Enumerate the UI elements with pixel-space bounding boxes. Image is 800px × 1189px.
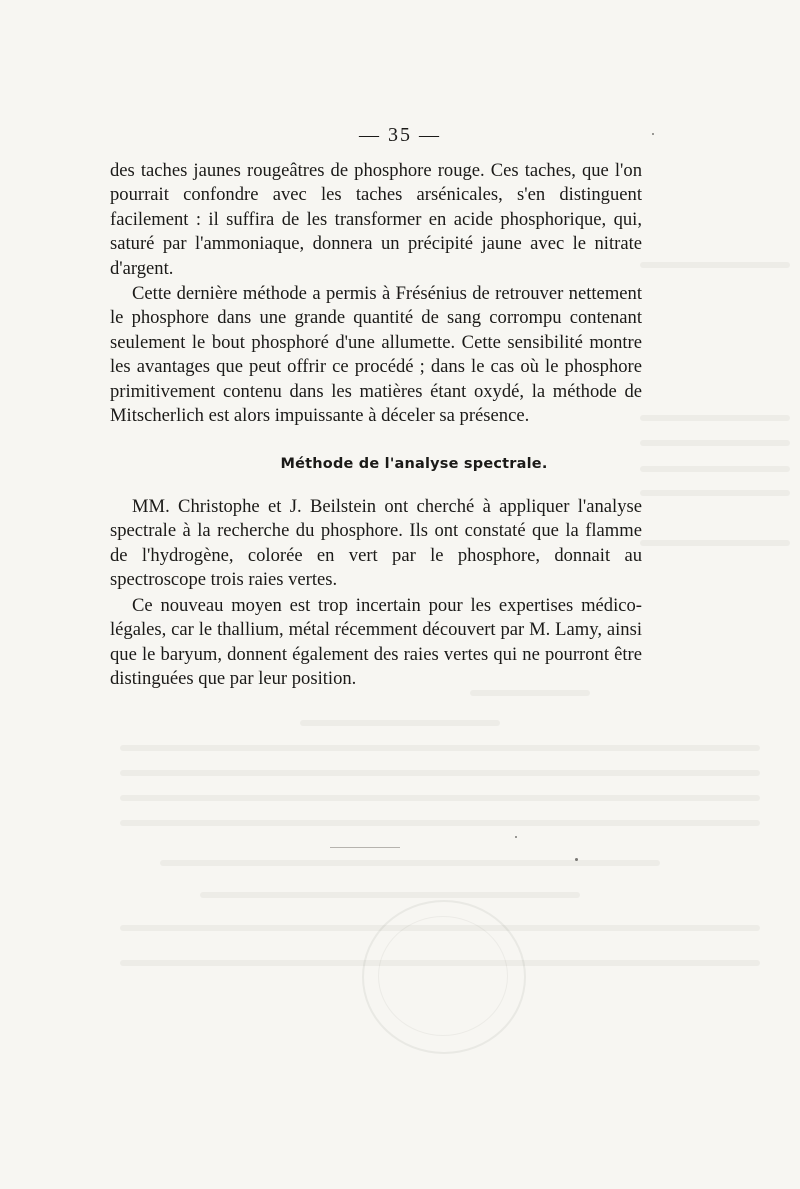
section-heading: Méthode de l'analyse spectrale. <box>280 456 548 472</box>
speck <box>515 836 517 838</box>
faint-stamp <box>362 900 526 1054</box>
page-number: — 35 — <box>359 124 441 146</box>
paragraph-4: Ce nouveau moyen est trop incertain pour les expertises médico-légales, car le thallium, métal récemment découvert par M. Lamy, ainsi que le baryum, donnent également des raies vertes qui ne pourront être distinguées que par leur position. <box>110 595 642 690</box>
paragraph-2: Cette dernière méthode a permis à Frésénius de retrouver nettement le phosphore dans une grande quantité de sang corrompu contenant seulement le bout phosphoré d'une allumette. Cette sensibilité montre les avantages que peut offrir ce procédé ; dans le cas où le phosphore primitivement contenu dans les matières étant oxydé, la méthode de Mitscherlich est alors impuissante à déceler sa présence. <box>110 283 642 427</box>
paragraph-3: MM. Christophe et J. Beilstein ont cherché à appliquer l'analyse spectrale à la recherche du phosphore. Ils ont constaté que la flamme de l'hydrogène, colorée en vert par le phosphore, donnait au spectroscope trois raies vertes. <box>110 496 642 591</box>
faint-rule <box>330 847 400 848</box>
paragraph-1: des taches jaunes rougeâtres de phosphore rouge. Ces taches, que l'on pourrait confondre avec les taches arsénicales, s'en distinguent facilement : il suffira de les transformer en acide phosphorique, qui, saturé par l'ammoniaque, donnera un précipité jaune avec le nitrate d'argent. <box>110 160 642 279</box>
speck <box>575 858 578 861</box>
